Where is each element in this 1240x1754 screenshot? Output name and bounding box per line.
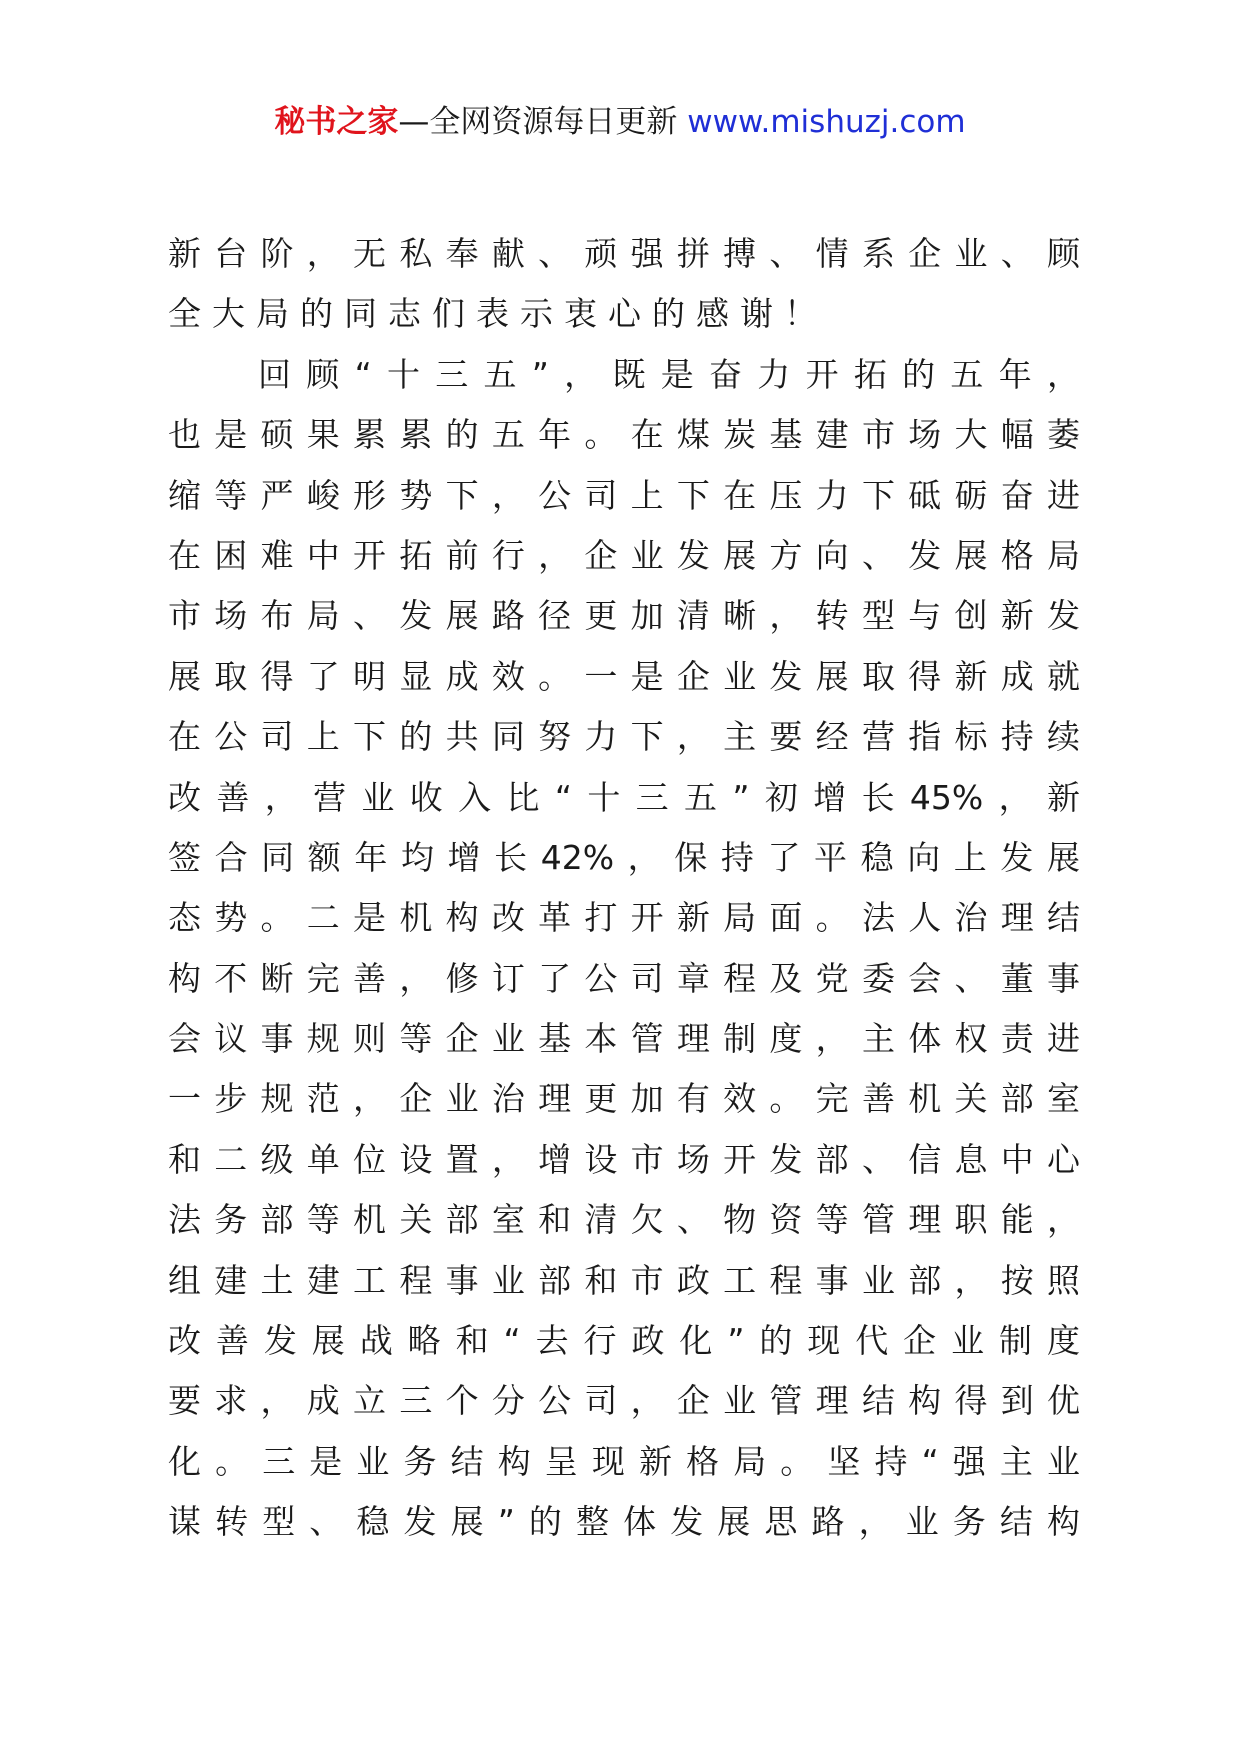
text-line-2: 全大局的同志们表示衷心的感谢！ (168, 294, 828, 334)
text-line-7: 市场布局、发展路径更加清晰，转型与创新发 (168, 596, 1080, 636)
text-line-19: 改善发展战略和“去行政化”的现代企业制度 (168, 1321, 1080, 1361)
brand-name: 秘书之家 (274, 104, 399, 140)
text-line-22: 谋转型、稳发展”的整体发展思路，业务结构 (168, 1502, 1080, 1542)
text-line-4: 也是硕果累累的五年。在煤炭基建市场大幅萎 (168, 415, 1080, 455)
text-line-20: 要求，成立三个分公司，企业管理结构得到优 (168, 1381, 1080, 1421)
text-line-6: 在困难中开拓前行，企业发展方向、发展格局 (168, 535, 1080, 575)
text-line-17: 法务部等机关部室和清欠、物资等管理职能， (168, 1200, 1080, 1240)
text-line-18: 组建土建工程事业部和市政工程事业部，按照 (168, 1260, 1080, 1300)
text-line-21: 化。三是业务结构呈现新格局。坚持“强主业 (168, 1441, 1080, 1481)
text-line-15: 一步规范，企业治理更加有效。完善机关部室 (168, 1079, 1080, 1119)
text-line-13: 构不断完善，修订了公司章程及党委会、董事 (168, 958, 1080, 998)
document-body (168, 224, 1080, 1553)
text-line-1: 新台阶，无私奉献、顽强拼搏、情系企业、顾 (168, 234, 1080, 273)
text-line-16: 和二级单位设置，增设市场开发部、信息中心 (168, 1139, 1080, 1179)
text-line-14: 会议事规则等企业基本管理制度，主体权责进 (168, 1019, 1080, 1059)
page-header (0, 100, 1240, 144)
text-line-11: 签合同额年均增长42%，保持了平稳向上发展 (168, 837, 1080, 877)
text-line-10: 改善，营业收入比“十三五”初增长45%，新 (168, 777, 1080, 817)
site-url-link[interactable]: www.mishuzj.com (687, 104, 966, 140)
text-line-9: 在公司上下的共同努力下，主要经营指标持续 (168, 717, 1080, 757)
text-line-8: 展取得了明显成效。一是企业发展取得新成就 (168, 656, 1080, 696)
header-tagline: —全网资源每日更新 (398, 104, 678, 140)
text-line-3: 回顾“十三五”，既是奋力开拓的五年， (258, 354, 1080, 394)
text-line-5: 缩等严峻形势下，公司上下在压力下砥砺奋进 (168, 475, 1080, 515)
text-line-12: 态势。二是机构改革打开新局面。法人治理结 (168, 898, 1080, 938)
